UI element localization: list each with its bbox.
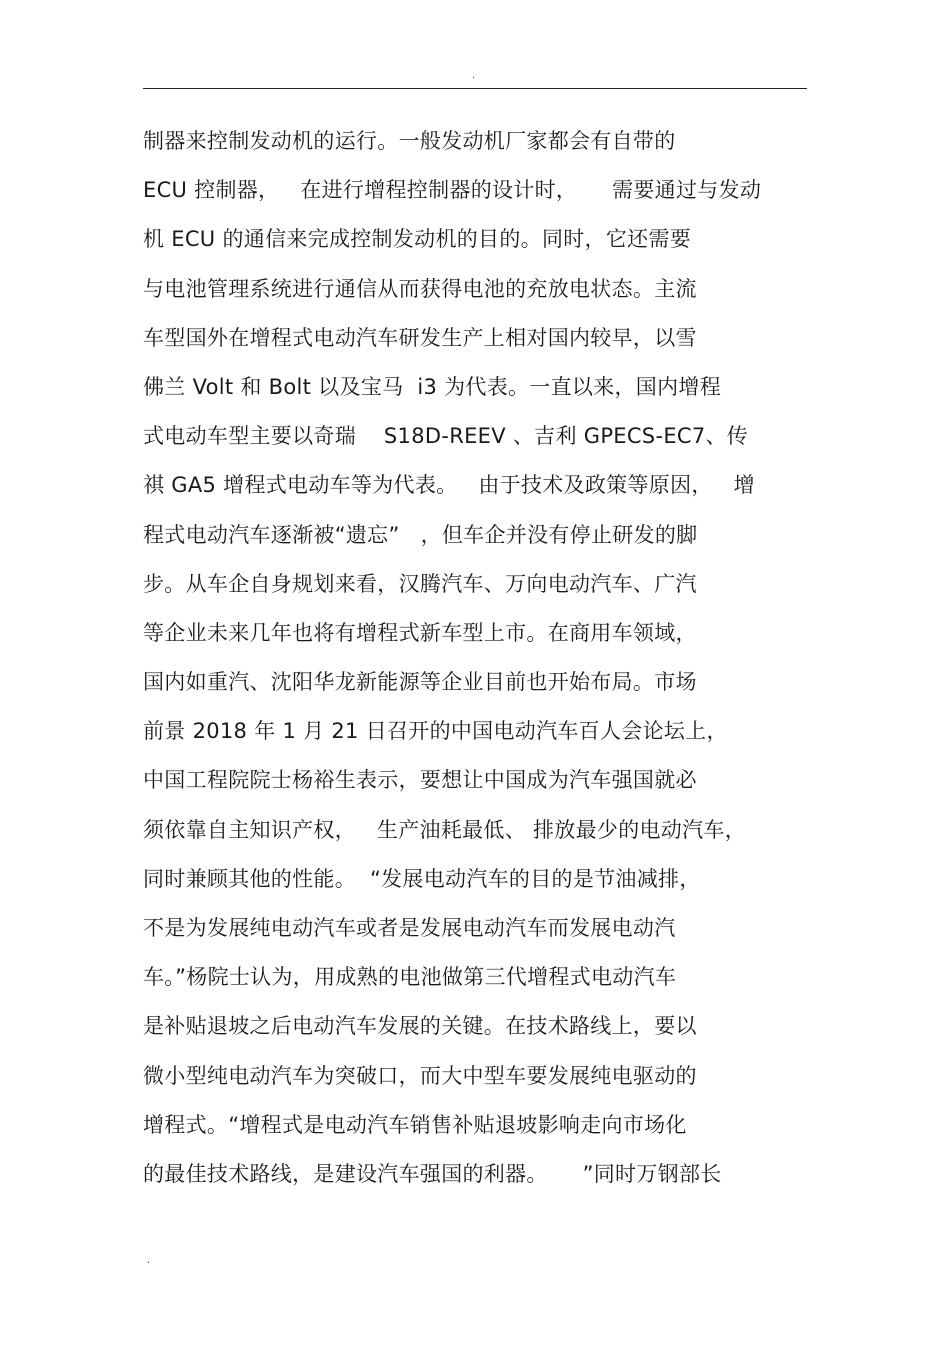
- text-line: 程式电动汽车逐渐被“遗忘” ，但车企并没有停止研发的脚: [143, 522, 698, 547]
- text-line: 同时兼顾其他的性能。 “发展电动汽车的目的是节油减排，: [143, 866, 701, 891]
- body-text: [143, 121, 807, 1203]
- text-line: 车型国外在增程式电动汽车研发生产上相对国内较早，以雪: [143, 325, 697, 350]
- text-line: 佛兰 Volt 和 Bolt 以及宝马 i3 为代表。一直以来，国内增程: [143, 374, 721, 399]
- text-line: 的最佳技术路线，是建设汽车强国的利器。 ”同时万钢部长: [143, 1161, 722, 1186]
- text-line: 等企业未来几年也将有增程式新车型上市。在商用车领域，: [143, 620, 697, 645]
- text-line: 须依靠自主知识产权， 生产油耗最低、 排放最少的电动汽车，: [143, 817, 746, 842]
- text-line: 步。从车企自身规划来看，汉腾汽车、万向电动汽车、广汽: [143, 571, 697, 596]
- text-line: 与电池管理系统进行通信从而获得电池的充放电状态。主流: [143, 276, 697, 301]
- text-line: 国内如重汽、沈阳华龙新能源等企业目前也开始布局。市场: [143, 670, 697, 695]
- header-mark: .: [472, 70, 476, 81]
- text-line: 中国工程院院士杨裕生表示，要想让中国成为汽车强国就必: [143, 768, 697, 793]
- header-rule: [143, 88, 807, 89]
- text-line: 微小型纯电动汽车为突破口，而大中型车要发展纯电驱动的: [143, 1063, 697, 1088]
- footer-mark: .: [147, 1255, 151, 1266]
- text-line: 机 ECU 的通信来完成控制发动机的目的。同时，它还需要: [143, 227, 692, 252]
- text-line: 是补贴退坡之后电动汽车发展的关键。在技术路线上，要以: [143, 1014, 697, 1039]
- text-line: 增程式。“增程式是电动汽车销售补贴退坡影响走向市场化: [143, 1112, 687, 1137]
- text-line: 车。”杨院士认为，用成熟的电池做第三代增程式电动汽车: [143, 965, 677, 990]
- text-line: 式电动车型主要以奇瑞 S18D-REEV 、吉利 GPECS-EC7、传: [143, 424, 749, 449]
- text-line: 前景 2018 年 1 月 21 日召开的中国电动汽车百人会论坛上，: [143, 719, 728, 744]
- text-line: 祺 GA5 增程式电动车等为代表。 由于技术及政策等原因， 增: [143, 473, 755, 498]
- text-line: 不是为发展纯电动汽车或者是发展电动汽车而发展电动汽: [143, 916, 676, 940]
- text-line: 制器来控制发动机的运行。一般发动机厂家都会有自带的: [143, 129, 676, 153]
- text-line: ECU 控制器， 在进行增程控制器的设计时， 需要通过与发动: [143, 178, 762, 203]
